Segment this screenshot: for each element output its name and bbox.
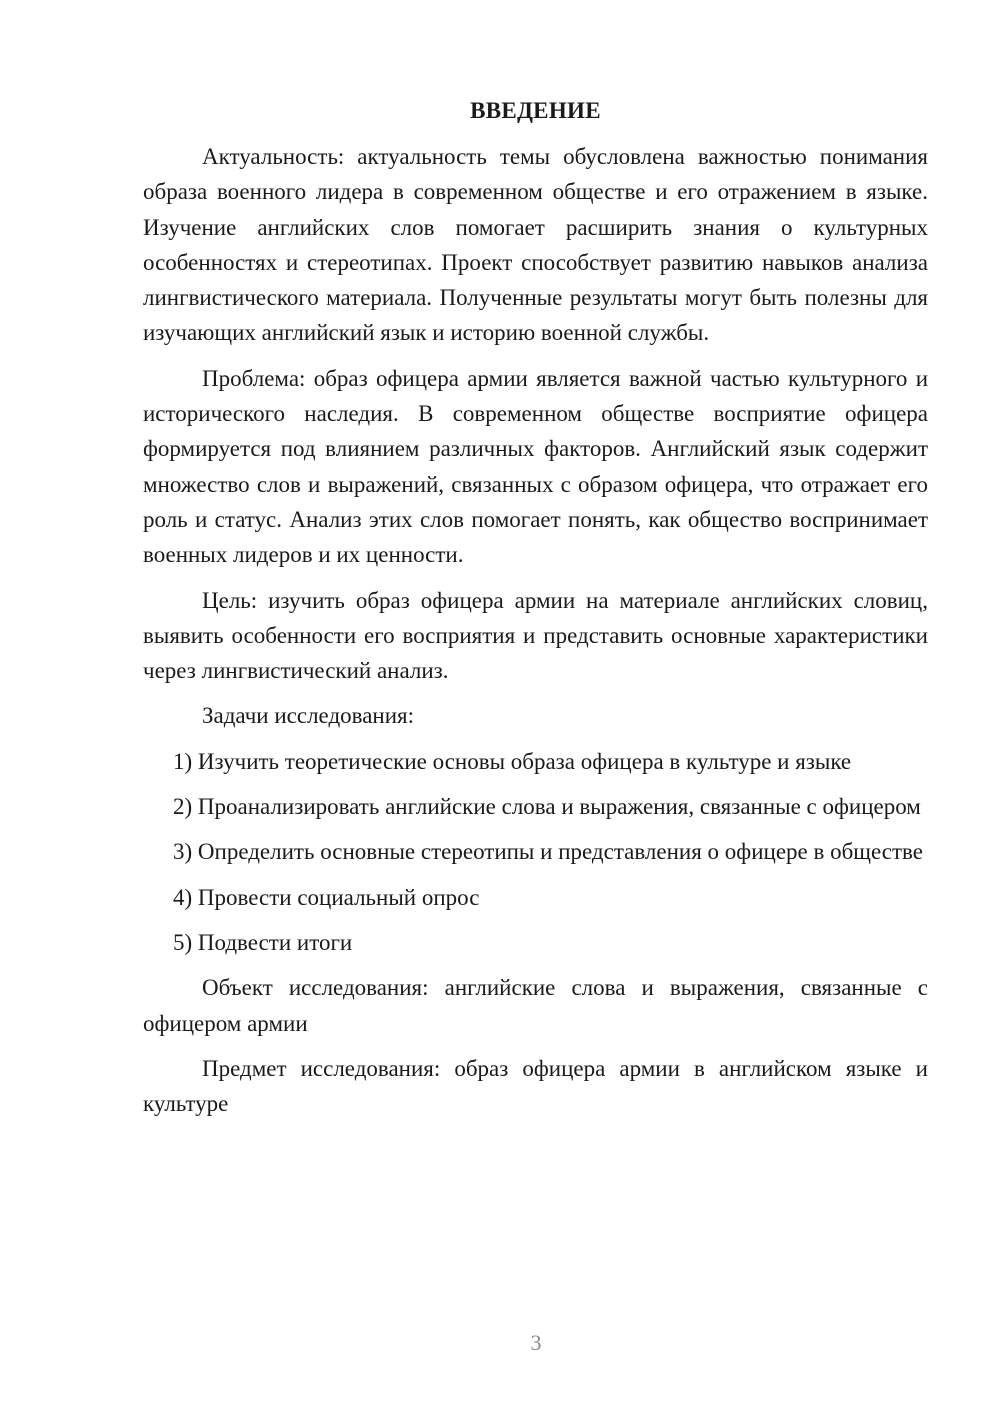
paragraph-relevance: Актуальность: актуальность темы обусловлена важностью понимания образа военного лидера в современном обществе и его отражением в языке. Изучение английских слов помогает расширить знания о культурных особенностях и стереотипах. Проект способствует развитию навыков анализа лингвистического материала. Полученные результаты могут быть полезны для изучающих английский язык и историю военной службы. <box>143 144 928 346</box>
task-item-4: 4) Провести социальный опрос <box>173 884 480 910</box>
paragraph-goal: Цель: изучить образ офицера армии на материале английских словиц, выявить особенности его восприятия и представить основные характеристики через лингвистический анализ. <box>143 587 928 684</box>
task-item-3: 3) Определить основные стереотипы и представления о офицере в обществе <box>173 839 923 865</box>
tasks-heading: Задачи исследования: <box>202 703 415 729</box>
paragraph-problem: Проблема: образ офицера армии является важной частью культурного и исторического наследия. В современном обществе восприятие офицера формируется под влиянием различных факторов. Английский язык содержит множество слов и выражений, связанных с образом офицера, что отражает его роль и статус. Анализ этих слов помогает понять, как общество воспринимает военных лидеров и их ценности. <box>143 365 928 568</box>
paragraph-subject: Предмет исследования: образ офицера армии в английском языке и культуре <box>143 1055 928 1117</box>
task-item-5: 5) Подвести итоги <box>173 929 353 955</box>
paragraph-object: Объект исследования: английские слова и выражения, связанные с офицером армии <box>143 975 928 1036</box>
task-item-1: 1) Изучить теоретические основы образа офицера в культуре и языке <box>173 748 852 774</box>
task-item-2: 2) Проанализировать английские слова и выражения, связанные с офицером <box>173 794 921 820</box>
section-title: ВВЕДЕНИЕ <box>470 98 601 123</box>
page-number: 3 <box>530 1330 542 1355</box>
page-content <box>143 96 928 1131</box>
